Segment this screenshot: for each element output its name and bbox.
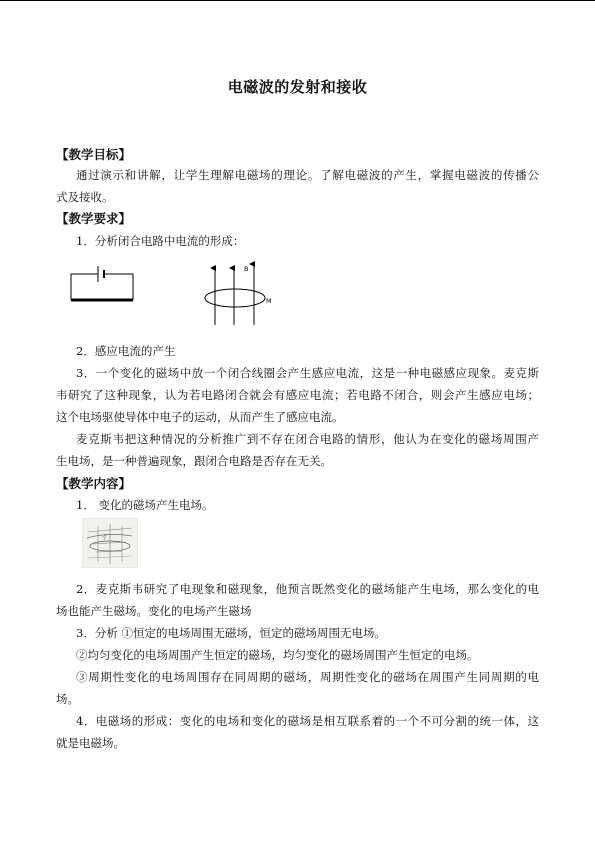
magnetic-field-loop-diagram (200, 260, 280, 330)
requirements-item-3-line-1: 3．一个变化的磁场中放一个闭合线圈会产生感应电流，这是一种电磁感应现象。麦克斯 (76, 366, 539, 380)
page-title: 电磁波的发射和接收 (227, 78, 368, 96)
requirements-item-3-line-2: 韦研究了这种现象，认为若电路闭合就会有感应电流；若电路不闭合，则会产生感应电场； (56, 388, 539, 402)
content-item-4-line-2: 就是电磁场。 (56, 736, 125, 750)
requirements-item-3-line-3: 这个电场驱使导体中电子的运动，从而产生了感应电流。 (56, 410, 344, 424)
requirements-para-line-1: 麦克斯韦把这种情况的分析推广到不存在闭合电路的情形，他认为在变化的磁场周围产 (76, 432, 539, 446)
page-top-border (0, 0, 595, 1)
figure-label-m: M (266, 297, 272, 305)
requirements-para-line-2: 生电场，是一种普遍现象，跟闭合电路是否存在无关。 (56, 454, 332, 468)
heading-teaching-requirements: 【教学要求】 (56, 211, 132, 226)
goals-line-1: 通过演示和讲解，让学生理解电磁场的理论。了解电磁波的产生，掌握电磁波的传播公 (76, 168, 539, 182)
requirements-item-1: 1．分析闭合电路中电流的形成： (76, 234, 245, 248)
content-item-1: 1． 变化的磁场产生电场。 (76, 498, 214, 512)
circuit-diagram (68, 262, 138, 306)
content-item-4-line-1: 4．电磁场的形成：变化的电场和变化的磁场是相互联系着的一个不可分割的统一体，这 (76, 714, 539, 728)
content-item-3: 3．分析 ①恒定的电场周围无磁场，恒定的磁场周围无电场。 (76, 626, 386, 640)
content-item-3c-line-1: ③周期性变化的电场周围存在同周期的磁场，周期性变化的磁场在周围产生同周期的电 (76, 670, 539, 684)
figure-label-b: B (244, 265, 249, 273)
goals-line-2: 式及接收。 (56, 190, 114, 204)
content-item-3c-line-2: 场。 (56, 692, 79, 706)
heading-teaching-content: 【教学内容】 (56, 476, 132, 491)
content-item-3b: ②均匀变化的电场周围产生恒定的磁场，均匀变化的磁场周围产生恒定的电场。 (76, 648, 479, 662)
requirements-item-2: 2．感应电流的产生 (76, 344, 176, 358)
heading-teaching-goals: 【教学目标】 (56, 147, 132, 162)
content-item-2-line-2: 场也能产生磁场。变化的电场产生磁场 (56, 604, 252, 618)
changing-magnetic-field-photo (82, 518, 138, 568)
content-item-2-line-1: 2．麦克斯韦研究了电现象和磁现象，他预言既然变化的磁场能产生电场，那么变化的电 (76, 582, 539, 596)
